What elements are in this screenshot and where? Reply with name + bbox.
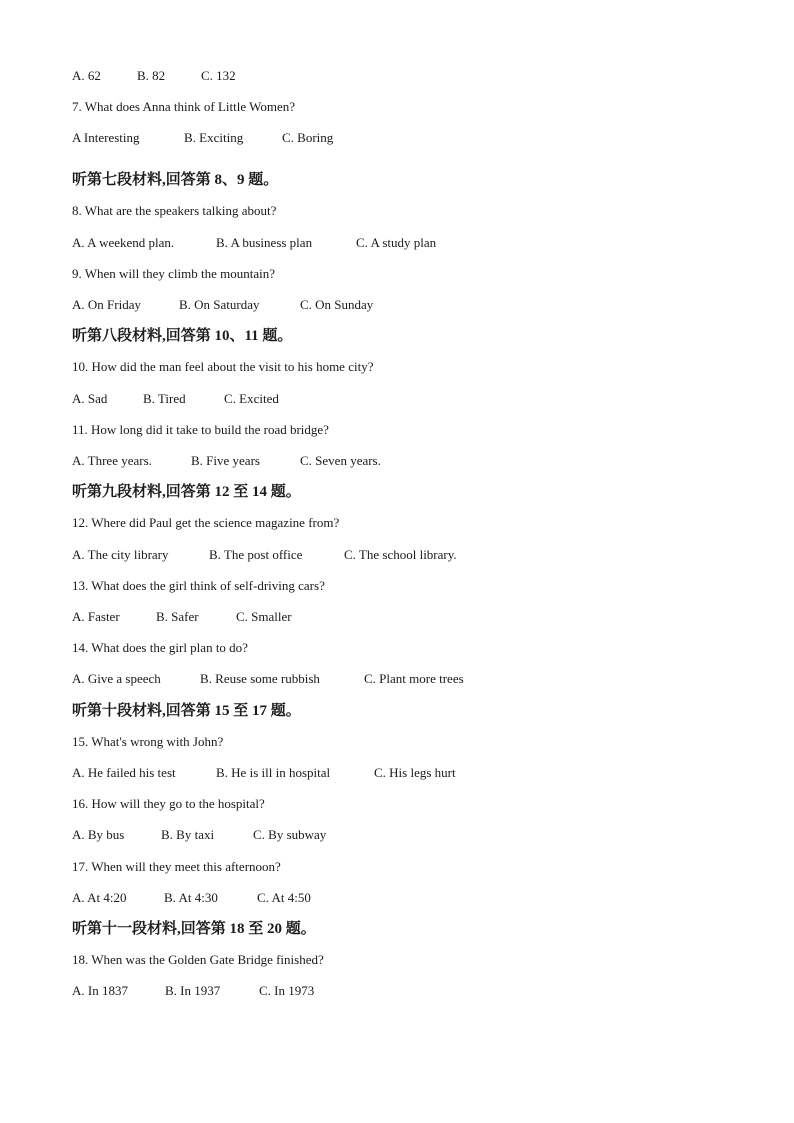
answer-options-row: [72, 297, 400, 313]
answer-option: B. Tired: [143, 391, 186, 406]
section-heading: 听第九段材料,回答第 12 至 14 题。: [72, 484, 301, 500]
answer-options-row: [72, 68, 261, 84]
answer-options-row: [72, 890, 337, 906]
answer-option: B. Five years: [191, 453, 260, 468]
answer-option: B. Reuse some rubbish: [200, 671, 320, 686]
question-text: 18. When was the Golden Gate Bridge finished?: [72, 952, 324, 967]
answer-options-row: [72, 391, 294, 407]
answer-option: B. The post office: [209, 547, 303, 562]
answer-option: A. In 1837: [72, 983, 128, 998]
answer-option: B. At 4:30: [164, 890, 218, 905]
question-text: 12. Where did Paul get the science magazine from?: [72, 515, 340, 530]
answer-option: A. At 4:20: [72, 890, 127, 905]
answer-option: C. Excited: [224, 391, 279, 406]
answer-option: C. The school library.: [344, 547, 457, 562]
answer-option: B. 82: [137, 68, 166, 83]
answer-option: B. On Saturday: [179, 297, 260, 312]
answer-options-row: [72, 130, 352, 146]
answer-options-row: [72, 983, 339, 999]
question-text: 13. What does the girl think of self-driving cars?: [72, 578, 325, 593]
answer-option: B. In 1937: [165, 983, 221, 998]
answer-option: A. Three years.: [72, 453, 152, 468]
answer-option: A. He failed his test: [72, 765, 176, 780]
answer-option: C. In 1973: [259, 983, 315, 998]
answer-option: C. Smaller: [236, 609, 292, 624]
question-text: 9. When will they climb the mountain?: [72, 266, 276, 281]
answer-option: B. Safer: [156, 609, 199, 624]
answer-options-row: [72, 453, 400, 469]
answer-option: C. 132: [201, 68, 236, 83]
answer-option: A. A weekend plan.: [72, 235, 175, 250]
answer-options-row: [72, 671, 484, 687]
answer-options-row: [72, 827, 343, 843]
section-heading: 听第八段材料,回答第 10、11 题。: [72, 328, 293, 344]
question-text: 8. What are the speakers talking about?: [72, 203, 277, 218]
answer-option: A. On Friday: [72, 297, 141, 312]
question-text: 17. When will they meet this afternoon?: [72, 859, 281, 874]
question-text: 15. What's wrong with John?: [72, 734, 224, 749]
answer-option: B. He is ill in hospital: [216, 765, 331, 780]
section-heading: 听第十段材料,回答第 15 至 17 题。: [72, 703, 301, 719]
question-text: 14. What does the girl plan to do?: [72, 640, 248, 655]
answer-options-row: [72, 765, 474, 781]
answer-option: A. The city library: [72, 547, 169, 562]
answer-option: A. 62: [72, 68, 101, 83]
answer-option: C. On Sunday: [300, 297, 374, 312]
answer-option: B. Exciting: [184, 130, 244, 145]
answer-option: B. A business plan: [216, 235, 313, 250]
answer-option: C. Boring: [282, 130, 334, 145]
answer-options-row: [72, 547, 474, 563]
answer-option: C. A study plan: [356, 235, 437, 250]
section-heading: 听第七段材料,回答第 8、9 题。: [72, 172, 279, 188]
answer-options-row: [72, 235, 456, 251]
answer-options-row: [72, 609, 306, 625]
answer-option: C. By subway: [253, 827, 327, 842]
question-text: 10. How did the man feel about the visit to his home city?: [72, 359, 374, 374]
section-heading: 听第十一段材料,回答第 18 至 20 题。: [72, 921, 316, 937]
answer-option: C. Plant more trees: [364, 671, 464, 686]
answer-option: C. At 4:50: [257, 890, 311, 905]
question-text: 7. What does Anna think of Little Women?: [72, 99, 296, 114]
answer-option: C. His legs hurt: [374, 765, 456, 780]
question-text: 11. How long did it take to build the road bridge?: [72, 422, 329, 437]
answer-option: A. Sad: [72, 391, 108, 406]
answer-option: A. Give a speech: [72, 671, 161, 686]
answer-option: A Interesting: [72, 130, 140, 145]
question-text: 16. How will they go to the hospital?: [72, 796, 265, 811]
answer-option: A. By bus: [72, 827, 125, 842]
answer-option: B. By taxi: [161, 827, 215, 842]
answer-option: C. Seven years.: [300, 453, 381, 468]
answer-option: A. Faster: [72, 609, 120, 624]
